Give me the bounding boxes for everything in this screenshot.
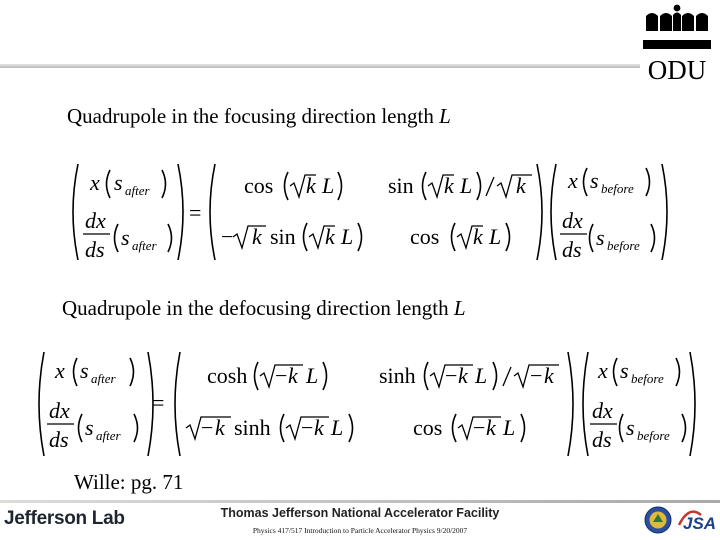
lhs-x: x	[90, 170, 100, 195]
rhs-dx: dx	[562, 208, 583, 233]
m21-sqrt	[233, 226, 266, 248]
d-rhs-left-paren	[583, 352, 588, 456]
d-m12-sqrt-2	[514, 365, 559, 387]
focusing-caption-text: Quadrupole in the focusing direction length	[67, 104, 440, 128]
d-rhs-paren-open-2	[620, 414, 624, 442]
lhs-paren-close	[162, 170, 166, 198]
lhs-right-paren	[178, 164, 183, 260]
length-symbol-2: L	[453, 296, 466, 320]
equals-sign: =	[189, 200, 202, 225]
d-rhs-s-before-2: s	[626, 415, 635, 440]
matrix-left-paren	[210, 164, 215, 260]
m12-k: k	[444, 173, 454, 198]
m21-k-2: k	[325, 224, 335, 249]
m12-k-2: k	[516, 173, 526, 198]
d-rhs-paren-close	[676, 358, 680, 386]
defocusing-caption	[62, 296, 466, 321]
d-m21-k: k	[215, 415, 225, 440]
d-m21-sinh: sinh	[234, 415, 271, 440]
length-symbol: L	[439, 104, 451, 128]
d-rhs-before-sub: before	[631, 371, 664, 386]
d-m21-L: L	[331, 415, 344, 440]
m21-sqrt-2	[309, 226, 335, 248]
d-lhs-x: x	[55, 358, 65, 383]
d-lhs-right-paren	[148, 352, 153, 456]
d-m12-L: L	[475, 363, 488, 388]
d-m22-cos: cos	[413, 415, 443, 440]
d-m21-k-2: k	[314, 415, 324, 440]
rhs-left-paren	[551, 164, 556, 260]
rhs-paren-open-2	[590, 224, 594, 252]
header-rule	[0, 64, 640, 68]
m22-sqrt	[457, 226, 483, 248]
rhs-ds: ds	[562, 237, 582, 262]
jefferson-lab-wordmark: Jefferson Lab	[4, 508, 125, 529]
m11-cos: cos	[244, 173, 274, 198]
odu-logo	[640, 2, 714, 82]
rhs-paren-open	[584, 168, 588, 196]
d-m21-minus: −	[201, 415, 214, 440]
lhs-after-sub: after	[125, 183, 150, 198]
m11-sqrt	[290, 175, 316, 197]
d-matrix-right-paren	[568, 352, 573, 456]
d-m12-minus: −	[445, 363, 458, 388]
crown-icon	[643, 5, 711, 49]
d-m11-minus: −	[275, 363, 288, 388]
m12-paren-open	[423, 172, 427, 200]
d-m21-paren-open	[281, 414, 285, 442]
d-lhs-after-sub-2: after	[96, 428, 121, 443]
d-m12-paren-open	[425, 362, 429, 390]
d-m22-paren-close	[521, 414, 525, 442]
d-m22-sqrt	[458, 417, 501, 439]
d-lhs-s-after: s	[80, 358, 89, 383]
footer-rule	[0, 500, 720, 503]
rhs-s-before: s	[590, 168, 599, 193]
d-m22-paren-open	[453, 414, 457, 442]
d-lhs-after-sub: after	[91, 371, 116, 386]
d-m21-sqrt	[186, 417, 231, 439]
m21-L: L	[341, 224, 354, 249]
d-m21-sqrt-2	[286, 417, 329, 439]
d-m11-paren-close	[323, 362, 327, 390]
d-lhs-paren-close	[130, 358, 134, 386]
d-lhs-dx: dx	[49, 398, 70, 423]
d-rhs-paren-close-2	[682, 414, 686, 442]
rhs-right-paren	[662, 164, 667, 260]
rhs-paren-close-2	[651, 224, 655, 252]
reference-note: Wille: pg. 71	[74, 470, 184, 494]
d-m11-cosh: cosh	[207, 363, 248, 388]
m12-paren-close	[477, 172, 481, 200]
m12-sin: sin	[388, 173, 414, 198]
d-lhs-s-after-2: s	[85, 415, 94, 440]
d-lhs-paren-open-2	[79, 414, 83, 442]
m21-k: k	[252, 224, 262, 249]
facility-name: Thomas Jefferson National Accelerator Facility	[220, 506, 500, 520]
m22-cos: cos	[410, 224, 440, 249]
rhs-s-before-2: s	[596, 225, 605, 250]
rhs-before-sub: before	[601, 181, 634, 196]
d-m12-k: k	[458, 363, 468, 388]
d-rhs-ds: ds	[592, 427, 612, 452]
m12-division-slash	[486, 177, 494, 196]
jsa-wordmark: JSA	[683, 514, 717, 533]
jsa-logo	[676, 505, 718, 533]
m22-L: L	[489, 224, 502, 249]
d-m22-k: k	[486, 415, 496, 440]
lhs-left-paren	[73, 164, 78, 260]
d-rhs-before-sub-2: before	[637, 428, 670, 443]
lhs-dx: dx	[85, 208, 106, 233]
course-footer: Physics 417/517 Introduction to Particle Accelerator Physics 9/20/2007	[252, 526, 468, 535]
lhs-s-after-2: s	[121, 225, 130, 250]
d-m12-minus-2: −	[530, 363, 543, 388]
lhs-paren-close-2	[168, 224, 172, 252]
d-lhs-paren-open	[74, 358, 78, 386]
lhs-paren-open-2	[115, 224, 119, 252]
lhs-after-sub-2: after	[132, 238, 157, 253]
odu-wordmark: ODU	[647, 55, 707, 82]
defocusing-caption-text: Quadrupole in the defocusing direction length	[62, 296, 454, 320]
d-equals-sign: =	[152, 390, 165, 415]
m21-paren-open	[304, 223, 308, 251]
matrix-right-paren	[537, 164, 542, 260]
d-m11-k: k	[288, 363, 298, 388]
d-m22-L: L	[503, 415, 516, 440]
rhs-before-sub-2: before	[607, 238, 640, 253]
m11-paren-close	[338, 172, 342, 200]
rhs-paren-close	[646, 168, 650, 196]
d-lhs-left-paren	[39, 352, 44, 456]
doe-seal-icon	[644, 506, 672, 534]
m22-paren-close	[506, 223, 510, 251]
d-m21-minus-2: −	[301, 415, 314, 440]
d-matrix-left-paren	[175, 352, 180, 456]
lhs-ds: ds	[85, 237, 105, 262]
m21-paren-close	[358, 223, 362, 251]
m21-sin: sin	[270, 224, 296, 249]
m11-k: k	[306, 173, 316, 198]
d-m11-L: L	[306, 363, 319, 388]
d-rhs-s-before: s	[620, 358, 629, 383]
d-m12-sinh: sinh	[379, 363, 416, 388]
d-rhs-paren-open	[614, 358, 618, 386]
lhs-s-after: s	[114, 170, 123, 195]
m12-sqrt	[428, 175, 454, 197]
d-m11-sqrt	[260, 365, 303, 387]
m22-k: k	[473, 224, 483, 249]
d-m12-k-2: k	[544, 363, 554, 388]
d-lhs-paren-close-2	[134, 414, 138, 442]
m11-L: L	[322, 173, 335, 198]
lhs-paren-open	[107, 170, 111, 198]
d-rhs-right-paren	[690, 352, 695, 456]
m21-minus: −	[221, 224, 234, 249]
d-rhs-dx: dx	[592, 398, 613, 423]
d-m12-paren-close	[493, 362, 497, 390]
m22-paren-open	[452, 223, 456, 251]
d-lhs-ds: ds	[49, 427, 69, 452]
d-m22-minus: −	[473, 415, 486, 440]
d-m11-paren-open	[255, 362, 259, 390]
m11-paren-open	[285, 172, 289, 200]
m12-L: L	[460, 173, 473, 198]
d-m12-division-slash	[503, 367, 511, 386]
d-m12-sqrt	[430, 365, 473, 387]
d-rhs-x: x	[598, 358, 608, 383]
focusing-caption	[67, 104, 451, 129]
m12-sqrt-2	[497, 175, 532, 197]
d-m21-paren-close	[349, 414, 353, 442]
rhs-x: x	[568, 168, 578, 193]
